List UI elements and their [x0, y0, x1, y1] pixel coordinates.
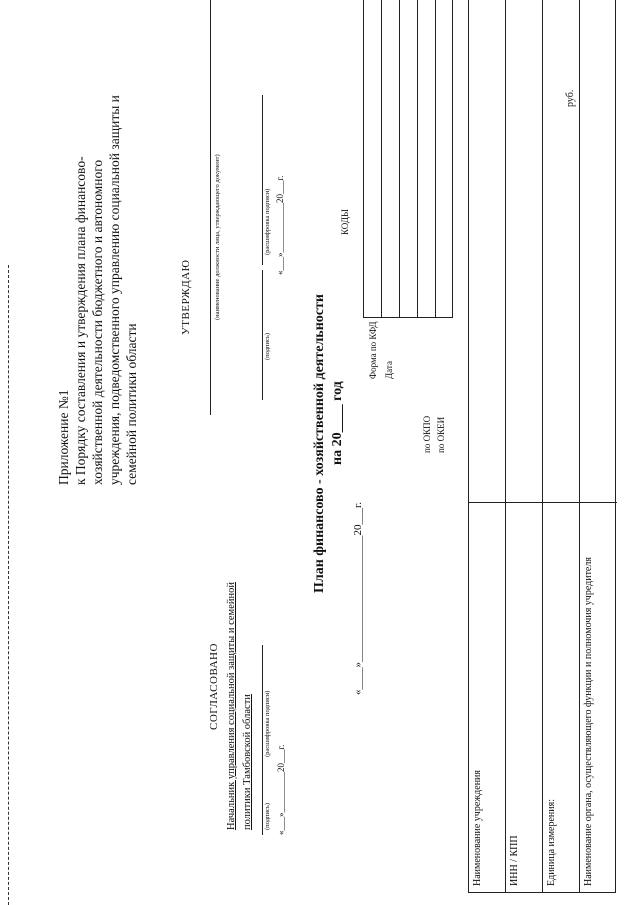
annex-block: [55, 85, 140, 485]
agree-decoding-caption: (расшифровка подписи): [264, 690, 271, 757]
unit-label: Единица измерения:: [543, 502, 579, 892]
form-kfd-label: Форма по КФД: [368, 321, 378, 379]
approve-signature-caption: (подпись): [264, 333, 271, 360]
annex-title: Приложение №1: [56, 389, 71, 485]
code-cell[interactable]: [364, 0, 382, 317]
code-cell[interactable]: [418, 0, 436, 317]
annex-line: к Порядку составления и утверждения плана финансово-: [73, 156, 88, 485]
plan-date: «____»_______________________20___г.: [352, 501, 364, 695]
approve-heading: УТВЕРЖДАЮ: [180, 259, 192, 335]
code-cell[interactable]: [436, 0, 454, 317]
table-row: [580, 0, 617, 892]
table-row: [506, 0, 543, 892]
agree-date: «___»_________20___г.: [276, 744, 286, 835]
approve-position-caption: (наименование должности лица, утверждающего документ): [214, 154, 221, 320]
scan-edge-line: [8, 265, 9, 905]
plan-year: на 20____ год: [330, 381, 345, 465]
annex-line: хозяйственной деятельности бюджетного и автономного: [90, 159, 105, 485]
agree-signature-caption: (подпись): [264, 803, 271, 830]
date-label: Дата: [384, 361, 394, 379]
approve-signature-line: [262, 270, 263, 400]
institution-name-value[interactable]: [469, 0, 505, 502]
approve-decoding-line: [262, 95, 263, 265]
approve-date: «___»___________20___г.: [275, 175, 285, 275]
table-row: [469, 0, 506, 892]
codes-heading: КОДЫ: [340, 209, 350, 235]
institution-info-table: [468, 0, 616, 893]
agree-position-line1: Начальник управления социальной защиты и семейной: [226, 582, 237, 830]
approve-decoding-caption: (расшифровка подписи): [264, 188, 271, 255]
annex-line: семейной политики области: [124, 323, 139, 485]
code-cell[interactable]: [400, 0, 418, 317]
codes-table: [363, 0, 453, 318]
unit-value: руб.: [565, 89, 576, 107]
annex-line: учреждения, подведомственного управлению социальной защиты и: [107, 95, 122, 485]
agree-position-line2: политики Тамбовской области: [242, 694, 253, 830]
table-row: [543, 0, 580, 892]
okpo-label: по ОКПО: [422, 415, 432, 453]
institution-name-label: Наименование учреждения: [469, 502, 505, 892]
approve-position-line: [210, 0, 211, 415]
founder-value[interactable]: [580, 0, 617, 502]
agree-signature-line: [262, 645, 263, 835]
inn-kpp-label: ИНН / КПП: [506, 502, 542, 892]
okei-label: по ОКЕИ: [436, 416, 446, 453]
unit-value-cell[interactable]: [543, 0, 579, 502]
code-cell[interactable]: [382, 0, 400, 317]
founder-label: Наименование органа, осуществляющего функции и полномочия учредителя: [580, 502, 617, 892]
agree-heading: СОГЛАСОВАНО: [208, 643, 220, 730]
inn-kpp-value[interactable]: [506, 0, 542, 502]
plan-title: План финансово - хозяйственной деятельности: [312, 294, 327, 593]
